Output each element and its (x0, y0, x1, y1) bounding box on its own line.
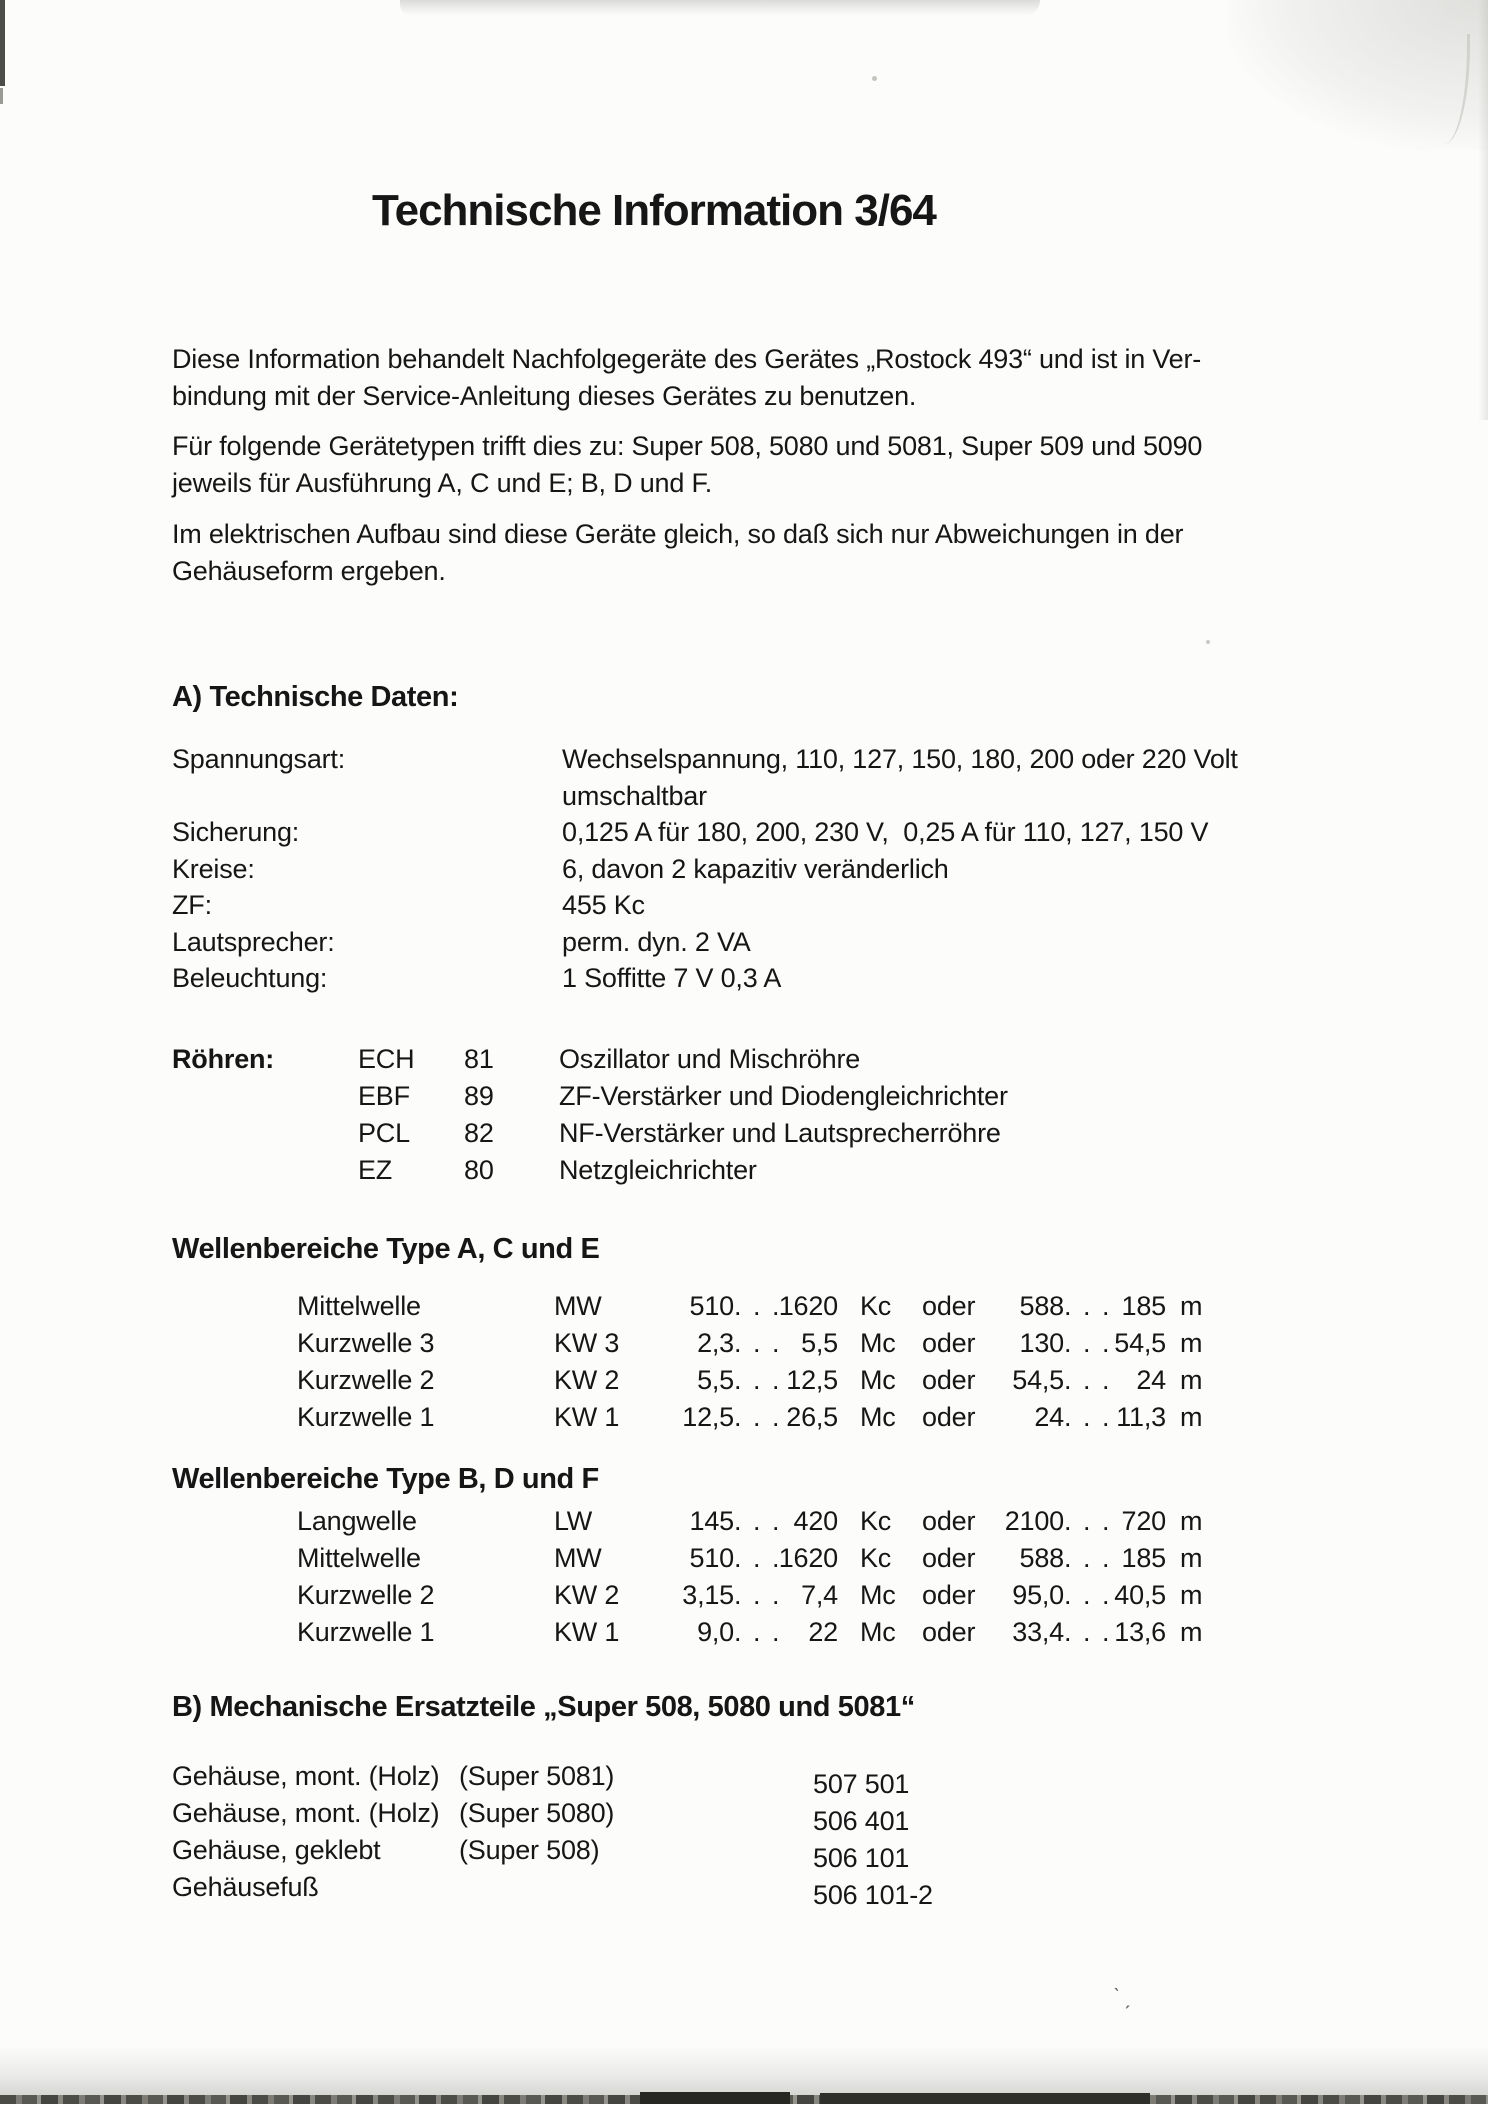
spec-row-spannungsart (172, 744, 1332, 781)
wavelength-unit: m (1180, 1617, 1203, 1647)
paragraph-line: Für folgende Gerätetypen trifft dies zu: Super 508, 5080 und 5081, Super 509 und 5090 (172, 431, 1203, 461)
freq-from: 9,0 (697, 1617, 734, 1647)
part-row (172, 1872, 1372, 1909)
tube-name: EBF (358, 1081, 410, 1111)
part-name: Gehäuse, mont. (Holz) (172, 1761, 440, 1791)
part-number: 507 501 (813, 1769, 910, 1799)
wavelength-from: 95,0 (1012, 1580, 1064, 1610)
spec-row-spannungsart-cont (172, 781, 1332, 818)
spec-row-lautsprecher (172, 927, 1332, 964)
wavelength-unit: m (1180, 1580, 1203, 1610)
section-b-heading: B) Mechanische Ersatzteile „Super 508, 5080 und 5081“ (172, 1691, 915, 1723)
range-dots: . . . (1064, 1543, 1112, 1573)
scan-speck (872, 76, 877, 81)
range-dots: . . . (734, 1402, 782, 1432)
part-name: Gehäuse, geklebt (172, 1835, 381, 1865)
spec-value: 6, davon 2 kapazitiv veränderlich (562, 853, 949, 884)
wavelength-unit: m (1180, 1291, 1203, 1321)
band-name: Kurzwelle 2 (297, 1580, 435, 1610)
oder-label: oder (922, 1328, 976, 1358)
oder-label: oder (922, 1291, 976, 1321)
wave-row (297, 1617, 1397, 1654)
wavelength-from: 33,4 (1012, 1617, 1064, 1647)
wave-table-ace (297, 1291, 1397, 1439)
wavelength-from: 54,5 (1012, 1365, 1064, 1395)
band-code: KW 1 (554, 1402, 620, 1432)
part-name: Gehäuse, mont. (Holz) (172, 1798, 440, 1828)
tube-row (172, 1118, 1332, 1155)
band-name: Kurzwelle 1 (297, 1617, 435, 1647)
paragraph-line: Diese Information behandelt Nachfolgegeräte des Gerätes „Rostock 493“ und ist in Ver- (172, 344, 1202, 374)
band-code: KW 3 (554, 1328, 620, 1358)
spec-label: Sicherung: (172, 817, 300, 847)
freq-to: 22 (808, 1617, 838, 1647)
band-code: KW 2 (554, 1365, 620, 1395)
wave-row (297, 1506, 1397, 1543)
range-dots: . . . (734, 1506, 782, 1536)
freq-unit: Kc (860, 1506, 892, 1536)
range-dots: . . . (734, 1328, 782, 1358)
wavelength-to: 13,6 (1114, 1617, 1166, 1647)
tube-description: ZF-Verstärker und Diodengleichrichter (559, 1081, 1008, 1111)
part-variant: (Super 508) (459, 1835, 600, 1865)
paragraph-line: Gehäuseform ergeben. (172, 556, 446, 586)
freq-unit: Kc (860, 1543, 892, 1573)
scan-mark-left-edge-small (0, 88, 3, 104)
freq-to: 1620 (778, 1543, 838, 1573)
tube-row (172, 1155, 1332, 1192)
tube-row (172, 1081, 1332, 1118)
range-dots: . . . (1064, 1402, 1112, 1432)
part-number: 506 401 (813, 1806, 910, 1836)
band-code: MW (554, 1291, 602, 1321)
range-dots: . . . (1064, 1365, 1112, 1395)
oder-label: oder (922, 1580, 976, 1610)
tube-description: Oszillator und Mischröhre (559, 1044, 861, 1074)
range-dots: . . . (734, 1543, 782, 1573)
tubes-table (172, 1044, 1332, 1192)
paragraph-line: bindung mit der Service-Anleitung dieses Gerätes zu benutzen. (172, 381, 917, 411)
freq-unit: Mc (860, 1580, 896, 1610)
parts-list (172, 1761, 1372, 1909)
freq-from: 510 (689, 1291, 734, 1321)
freq-to: 5,5 (801, 1328, 838, 1358)
spec-value: 0,125 A für 180, 200, 230 V, 0,25 A für 110, 127, 150 V (562, 817, 1209, 847)
freq-to: 420 (793, 1506, 838, 1536)
wavelength-to: 720 (1121, 1506, 1166, 1536)
tubes-label: Röhren: (172, 1044, 275, 1074)
wavelength-unit: m (1180, 1402, 1203, 1432)
scan-mark-bottom-bar (820, 2093, 1150, 2104)
wave-table-bdf-heading: Wellenbereiche Type B, D und F (172, 1463, 599, 1495)
part-row (172, 1761, 1372, 1798)
page-title: Technische Information 3/64 (372, 186, 936, 235)
wave-row (297, 1543, 1397, 1580)
spec-row-zf (172, 890, 1332, 927)
band-name: Mittelwelle (297, 1543, 421, 1573)
spec-row-beleuchtung (172, 963, 1332, 1000)
freq-to: 12,5 (786, 1365, 838, 1395)
wave-table-bdf (297, 1506, 1397, 1654)
wave-row (297, 1365, 1397, 1402)
freq-unit: Mc (860, 1328, 896, 1358)
freq-from: 12,5 (682, 1402, 734, 1432)
wavelength-to: 40,5 (1114, 1580, 1166, 1610)
wavelength-to: 11,3 (1116, 1402, 1166, 1432)
freq-unit: Kc (860, 1291, 892, 1321)
wavelength-to: 24 (1136, 1365, 1166, 1395)
wavelength-from: 24 (1034, 1402, 1064, 1432)
tube-description: Netzgleichrichter (559, 1155, 757, 1185)
wavelength-unit: m (1180, 1365, 1203, 1395)
freq-unit: Mc (860, 1617, 896, 1647)
spec-label: Lautsprecher: (172, 926, 335, 957)
intro-paragraph-3 (172, 516, 1252, 590)
range-dots: . . . (734, 1617, 782, 1647)
freq-from: 145 (689, 1506, 734, 1536)
tube-number: 81 (464, 1044, 494, 1074)
spec-value: 1 Soffitte 7 V 0,3 A (562, 963, 782, 993)
tube-description: NF-Verstärker und Lautsprecherröhre (559, 1118, 1001, 1148)
wave-row (297, 1580, 1397, 1617)
part-number: 506 101-2 (813, 1880, 933, 1910)
tube-number: 80 (464, 1155, 494, 1185)
spec-row-kreise (172, 854, 1332, 891)
freq-from: 3,15 (682, 1580, 734, 1610)
oder-label: oder (922, 1365, 976, 1395)
wavelength-from: 130 (1019, 1328, 1064, 1358)
wave-row (297, 1291, 1397, 1328)
oder-label: oder (922, 1402, 976, 1432)
band-code: KW 1 (554, 1617, 620, 1647)
tech-specs-list (172, 744, 1332, 1000)
part-row (172, 1835, 1372, 1872)
wavelength-from: 588 (1019, 1543, 1064, 1573)
scan-right-edge-shadow (1478, 0, 1488, 420)
band-name: Kurzwelle 3 (297, 1328, 435, 1358)
part-row (172, 1798, 1372, 1835)
spec-row-sicherung (172, 817, 1332, 854)
wavelength-unit: m (1180, 1506, 1203, 1536)
wave-row (297, 1402, 1397, 1439)
paragraph-line: jeweils für Ausführung A, C und E; B, D und F. (172, 468, 713, 498)
band-code: KW 2 (554, 1580, 620, 1610)
spec-value: perm. dyn. 2 VA (562, 926, 751, 957)
wavelength-unit: m (1180, 1543, 1203, 1573)
tube-name: ECH (358, 1044, 415, 1074)
band-code: LW (554, 1506, 593, 1536)
wavelength-to: 185 (1121, 1543, 1166, 1573)
spec-label: Kreise: (172, 853, 255, 884)
wave-row (297, 1328, 1397, 1365)
wavelength-unit: m (1180, 1328, 1203, 1358)
wavelength-to: 185 (1121, 1291, 1166, 1321)
freq-from: 2,3 (697, 1328, 734, 1358)
range-dots: . . . (1064, 1506, 1112, 1536)
wavelength-from: 2100 (1004, 1506, 1064, 1536)
band-code: MW (554, 1543, 602, 1573)
scan-speck-marks: ˋˏ (1113, 1984, 1134, 2009)
range-dots: . . . (1064, 1291, 1112, 1321)
scan-noise-top-edge (400, 0, 1040, 16)
section-a-heading: A) Technische Daten: (172, 681, 459, 713)
wave-table-ace-heading: Wellenbereiche Type A, C und E (172, 1233, 600, 1265)
range-dots: . . . (1064, 1617, 1112, 1647)
band-name: Mittelwelle (297, 1291, 421, 1321)
spec-label: Beleuchtung: (172, 963, 328, 993)
spec-label: Spannungsart: (172, 744, 346, 774)
part-name: Gehäusefuß (172, 1872, 319, 1902)
part-variant: (Super 5080) (459, 1798, 615, 1828)
range-dots: . . . (1064, 1328, 1112, 1358)
freq-from: 510 (689, 1543, 734, 1573)
spec-value: umschaltbar (562, 780, 707, 811)
tube-name: PCL (358, 1118, 410, 1148)
freq-from: 5,5 (697, 1365, 734, 1395)
band-name: Kurzwelle 1 (297, 1402, 435, 1432)
wavelength-to: 54,5 (1114, 1328, 1166, 1358)
oder-label: oder (922, 1506, 976, 1536)
band-name: Langwelle (297, 1506, 417, 1536)
tube-number: 89 (464, 1081, 494, 1111)
wavelength-from: 588 (1019, 1291, 1064, 1321)
intro-paragraph-2 (172, 428, 1252, 502)
scan-mark-bottom-bar (640, 2092, 790, 2104)
oder-label: oder (922, 1543, 976, 1573)
range-dots: . . . (734, 1291, 782, 1321)
intro-paragraph-1 (172, 341, 1252, 415)
tube-row (172, 1044, 1332, 1081)
band-name: Kurzwelle 2 (297, 1365, 435, 1395)
freq-to: 26,5 (786, 1402, 838, 1432)
freq-to: 1620 (778, 1291, 838, 1321)
freq-unit: Mc (860, 1402, 896, 1432)
freq-to: 7,4 (801, 1580, 838, 1610)
spec-label: ZF: (172, 890, 212, 920)
freq-unit: Mc (860, 1365, 896, 1395)
tube-number: 82 (464, 1118, 494, 1148)
paragraph-line: Im elektrischen Aufbau sind diese Geräte gleich, so daß sich nur Abweichungen in der (172, 519, 1184, 549)
scan-mark-left-edge (0, 0, 5, 86)
range-dots: . . . (734, 1580, 782, 1610)
range-dots: . . . (1064, 1580, 1112, 1610)
tube-name: EZ (358, 1155, 393, 1185)
range-dots: . . . (734, 1365, 782, 1395)
spec-value: Wechselspannung, 110, 127, 150, 180, 200 oder 220 Volt (562, 744, 1238, 774)
scan-speck (1206, 640, 1210, 644)
part-number: 506 101 (813, 1843, 910, 1873)
spec-value: 455 Kc (562, 890, 645, 920)
part-variant: (Super 5081) (459, 1761, 615, 1791)
oder-label: oder (922, 1617, 976, 1647)
